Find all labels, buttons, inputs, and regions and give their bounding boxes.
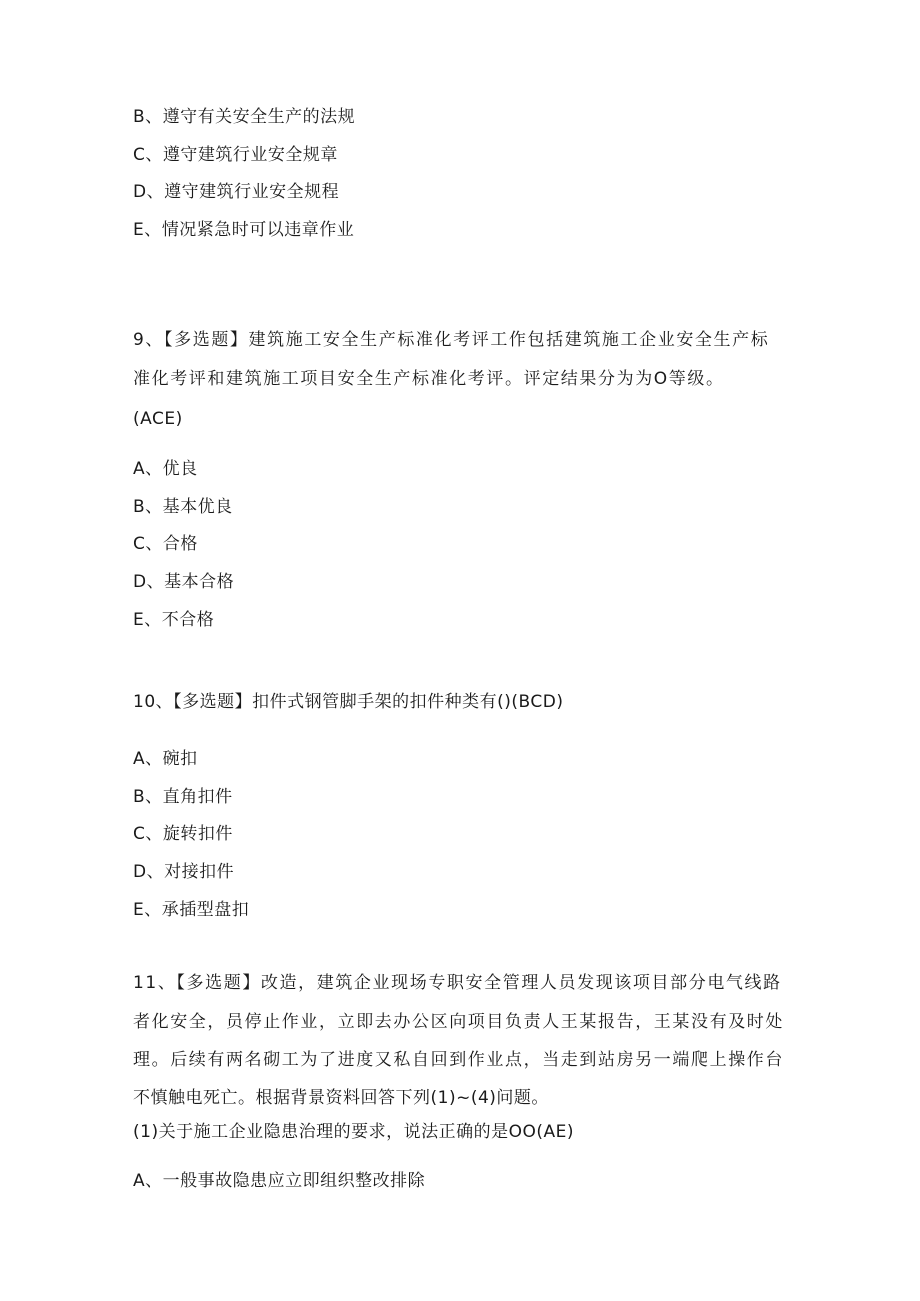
q10-option-b: B、直角扣件 xyxy=(133,787,233,807)
q10-option-c: C、旋转扣件 xyxy=(133,824,233,844)
q10-option-a: A、碗扣 xyxy=(133,749,198,769)
q9-stem-line2: 准化考评和建筑施工项目安全生产标准化考评。评定结果分为为O等级。 xyxy=(133,369,725,389)
q11-stem-line3: 理。后续有两名砌工为了进度又私自回到作业点，当走到站房另一端爬上操作台 xyxy=(133,1050,784,1070)
q8-option-d: D、遵守建筑行业安全规程 xyxy=(133,182,340,202)
q8-option-b: B、遵守有关安全生产的法规 xyxy=(133,107,356,127)
q11-stem-line4: 不慎触电死亡。根据背景资料回答下列(1)~(4)问题。 xyxy=(133,1088,549,1108)
q11-option-a: A、一般事故隐患应立即组织整改排除 xyxy=(133,1171,426,1191)
q10-stem: 10、【多选题】扣件式钢管脚手架的扣件种类有()(BCD) xyxy=(133,692,564,712)
q8-option-c: C、遵守建筑行业安全规章 xyxy=(133,145,338,165)
q9-option-e: E、不合格 xyxy=(133,610,215,630)
q8-option-e: E、情况紧急时可以违章作业 xyxy=(133,220,355,240)
q11-stem-line2: 者化安全，员停止作业，立即去办公区向项目负责人王某报告，王某没有及时处 xyxy=(133,1012,784,1032)
q9-option-d: D、基本合格 xyxy=(133,572,235,592)
q9-option-c: C、合格 xyxy=(133,534,198,554)
q11-stem-line1: 11、【多选题】改造，建筑企业现场专职安全管理人员发现该项目部分电气线路 xyxy=(133,973,782,993)
q9-option-b: B、基本优良 xyxy=(133,497,233,517)
q10-option-e: E、承插型盘扣 xyxy=(133,900,250,920)
q9-option-a: A、优良 xyxy=(133,459,198,479)
q11-sub1-stem: (1)关于施工企业隐患治理的要求，说法正确的是OO(AE) xyxy=(133,1122,574,1142)
q9-stem-line1: 9、【多选题】建筑施工安全生产标准化考评工作包括建筑施工企业安全生产标 xyxy=(133,330,770,350)
q9-answer: (ACE) xyxy=(133,409,183,429)
q10-option-d: D、对接扣件 xyxy=(133,862,235,882)
